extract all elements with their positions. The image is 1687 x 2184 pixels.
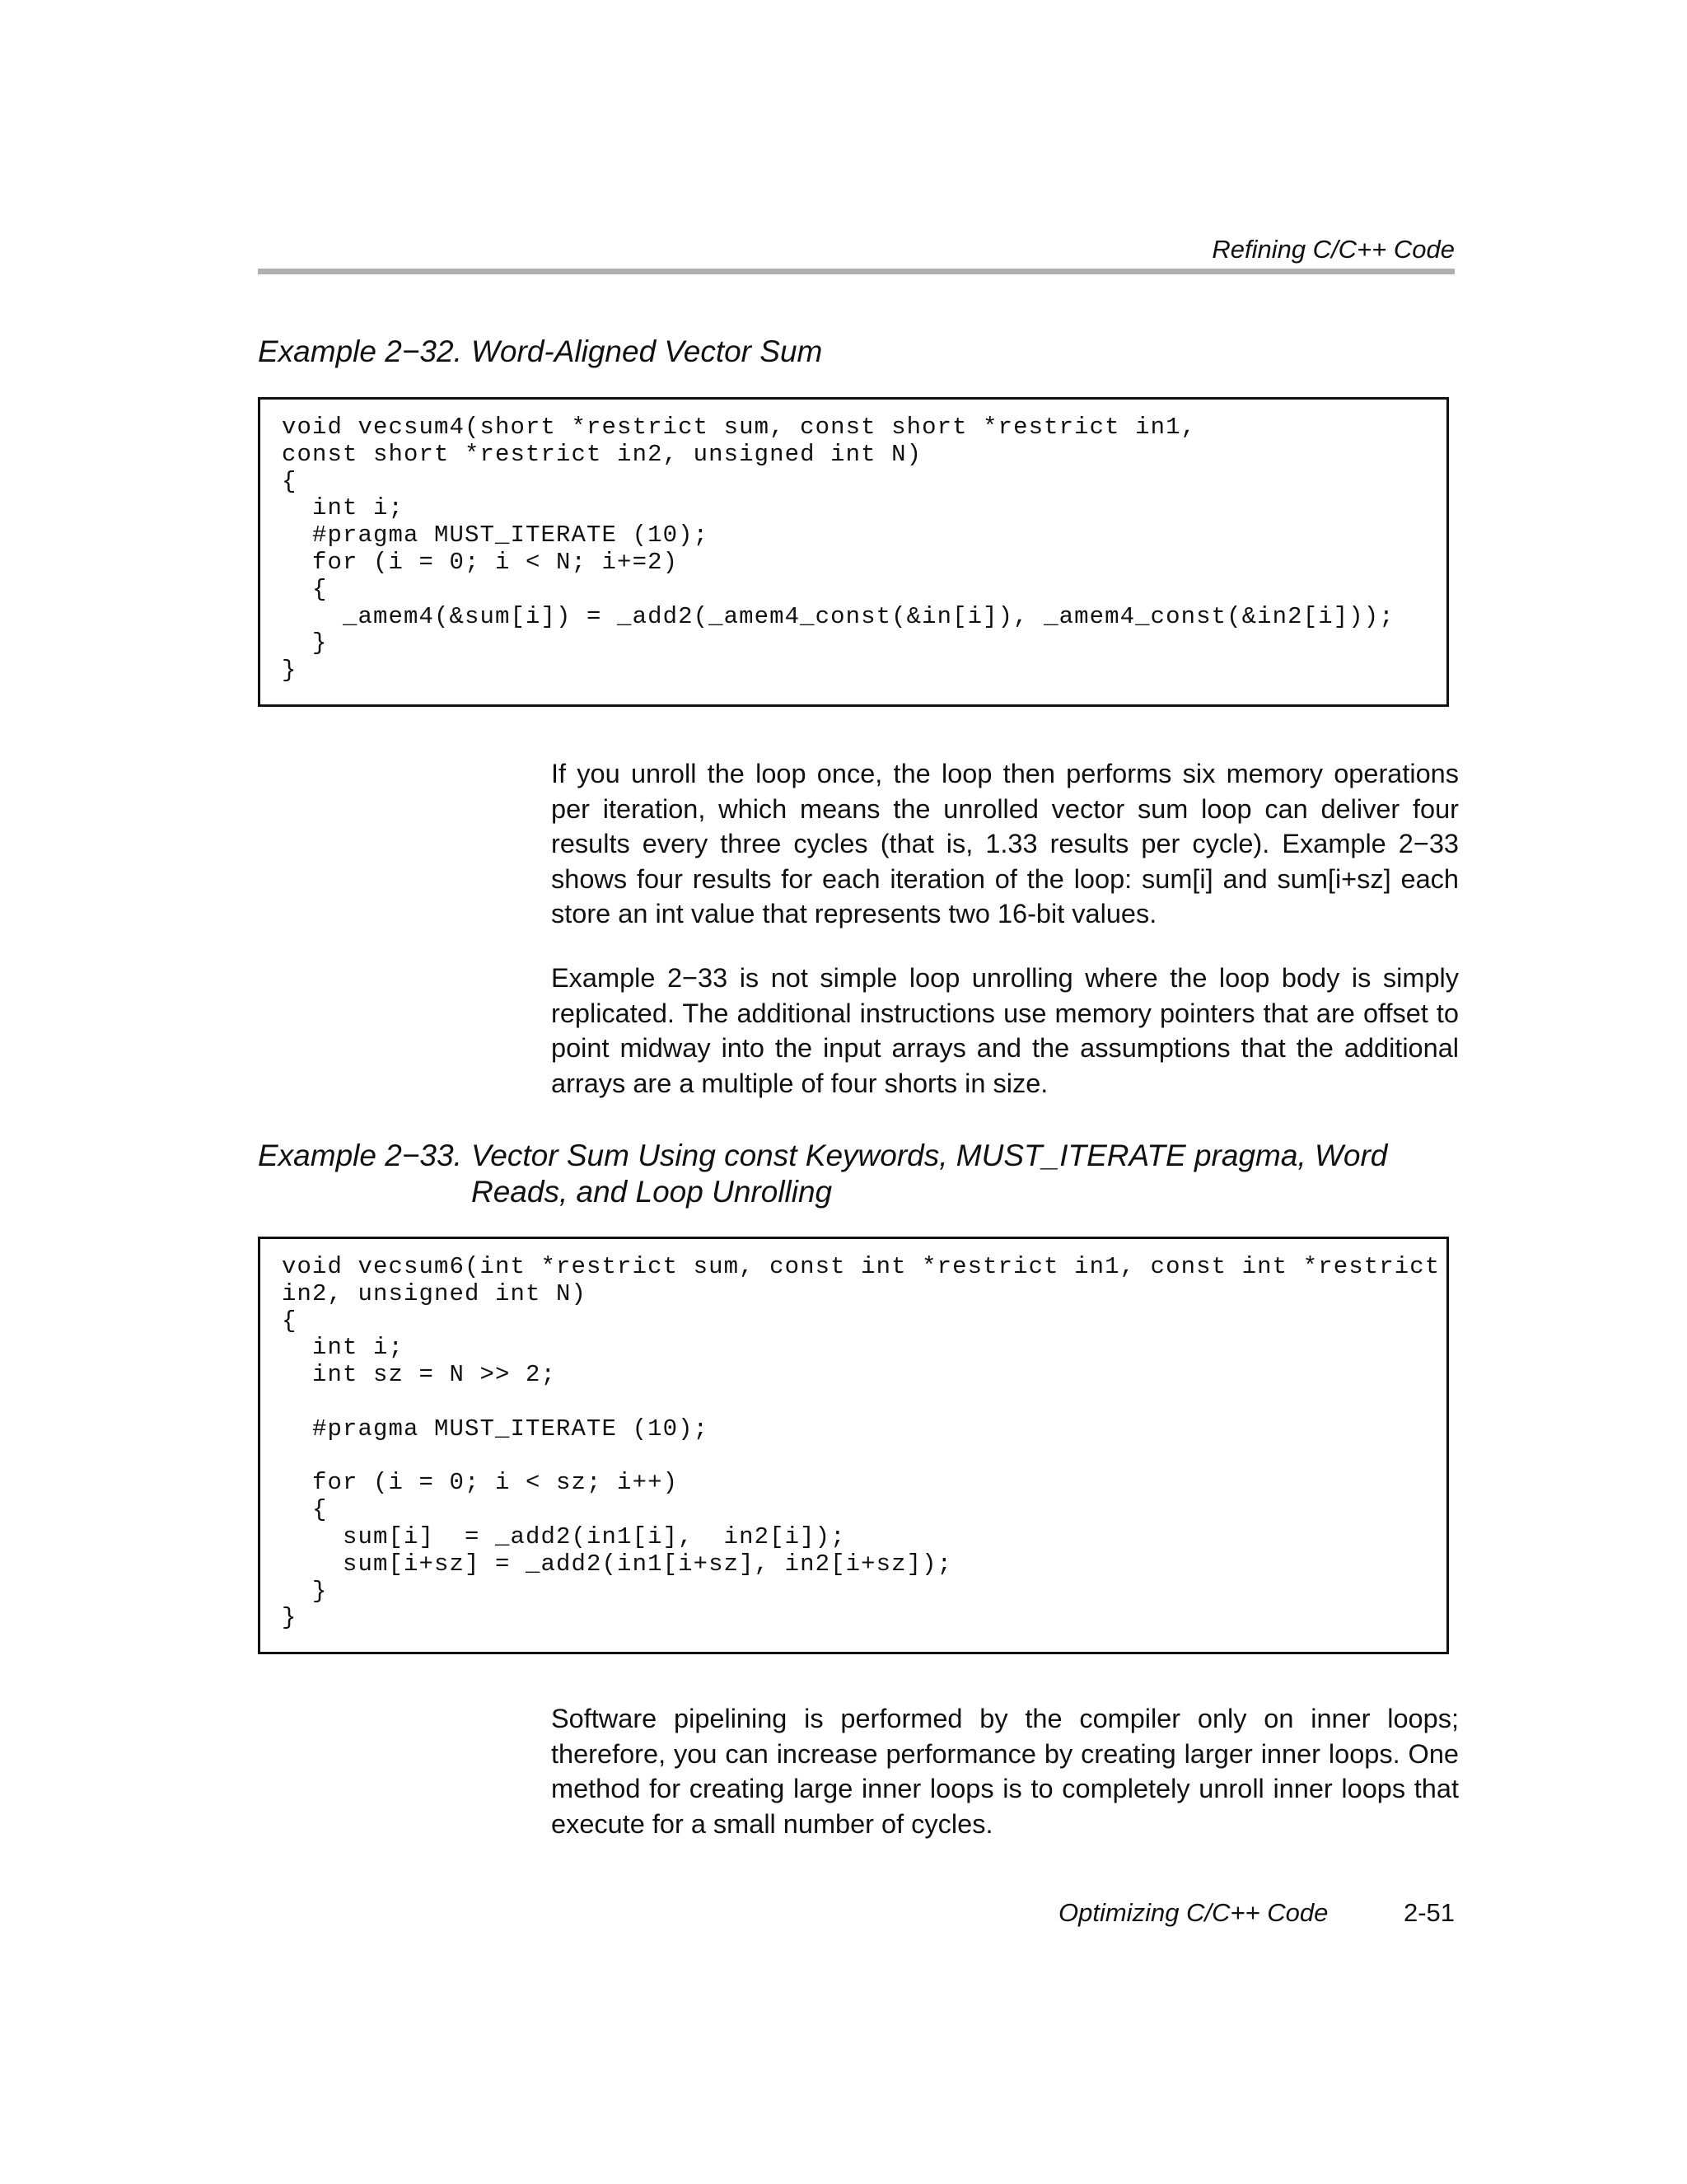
example-title-line-2: Reads, and Loop Unrolling bbox=[471, 1175, 833, 1209]
example-title: Word-Aligned Vector Sum bbox=[471, 334, 823, 368]
example-number: Example 2−33. bbox=[258, 1139, 462, 1172]
code-listing-vecsum4 bbox=[258, 397, 1449, 707]
code-text: void vecsum4(short *restrict sum, const short *restrict in1, const short *restrict in2, unsigned int N) { int i; #pragma MUST_ITERATE (10); for (i = 0; i < N; i+=2) { _amem4(&sum[i]) = _add2(_amem4_const(&in[i]), _amem4_const(&in2[i])); } } bbox=[282, 414, 1395, 685]
code-listing-vecsum6 bbox=[258, 1237, 1449, 1654]
body-paragraph: Example 2−33 is not simple loop unrolling where the loop body is simply replicated. The additional instructions use memory pointers that are offset to point midway into the input arrays and the assumptions that the additional arrays are a multiple of four shorts in size. bbox=[551, 963, 1459, 1098]
example-number: Example 2−32. bbox=[258, 334, 462, 368]
body-paragraph: If you unroll the loop once, the loop then performs six memory operations per iteration, which means the unrolled vector sum loop can deliver four results every three cycles (that is, 1.33 results per cycle). Example 2−33 shows four results for each iteration of the loop: sum[i] and sum[i+sz] each store an int value that represents two 16-bit values. bbox=[551, 759, 1459, 928]
example-2-33-caption bbox=[258, 1138, 1387, 1210]
header-rule bbox=[258, 269, 1455, 274]
page-number: 2-51 bbox=[1403, 1898, 1455, 1927]
running-header: Refining C/C++ Code bbox=[1212, 235, 1455, 264]
running-footer: Optimizing C/C++ Code bbox=[1058, 1898, 1329, 1927]
body-paragraph: Software pipelining is performed by the compiler only on inner loops; therefore, you can increase performance by creating larger inner loops. One method for creating large inner loops is to completely unroll inner loops that execute for a small number of cycles. bbox=[551, 1704, 1459, 1839]
example-2-32-caption bbox=[258, 334, 822, 370]
code-text: void vecsum6(int *restrict sum, const int *restrict in1, const int *restrict in2, unsigned int N) { int i; int sz = N >> 2; #pragma MUST_ITERATE (10); for (i = 0; i < sz; i++) { sum[i] = _add2(in1[i], in2[i]); sum[i+sz] = _add2(in1[i+sz], in2[i+sz]); } } bbox=[282, 1253, 1441, 1632]
example-title-line-1: Vector Sum Using const Keywords, MUST_ITERATE pragma, Word bbox=[471, 1139, 1388, 1172]
